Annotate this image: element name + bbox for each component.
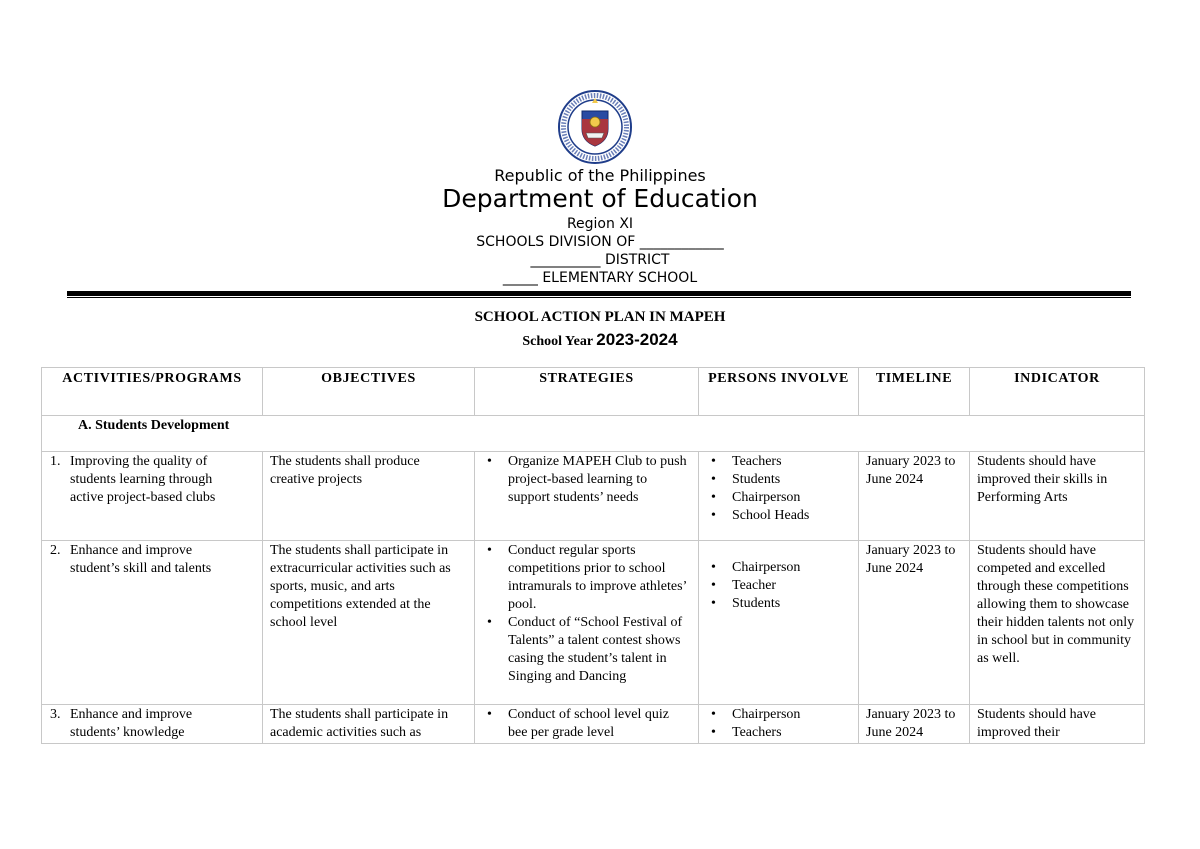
column-header: OBJECTIVES: [263, 368, 475, 416]
strategies-cell: [475, 541, 699, 705]
persons-cell: [699, 452, 859, 541]
objective-cell: The students shall produce creative projects: [263, 452, 475, 541]
person-item: • Teacher: [706, 577, 851, 595]
row-number: 1.: [50, 454, 61, 469]
column-header: TIMELINE: [859, 368, 970, 416]
table-row: [42, 452, 1145, 541]
strategy-item: • Organize MAPEH Club to push project-based learning to support students’ needs: [482, 453, 691, 507]
indicator-cell: Students should have improved their: [970, 705, 1145, 744]
activity-text: Enhance and improve students’ knowledge: [70, 707, 193, 740]
deped-seal-logo: [555, 89, 635, 165]
school-year-value: 2023-2024: [596, 330, 678, 349]
objective-cell: The students shall participate in academic activities such as: [263, 705, 475, 744]
activity-text: Enhance and improve student’s skill and talents: [70, 543, 212, 576]
school-heading: _____ ELEMENTARY SCHOOL: [502, 270, 698, 286]
section-title: A. Students Development: [78, 418, 230, 433]
person-item: • Students: [706, 595, 851, 613]
school-year-label: School Year: [522, 334, 593, 349]
person-item: • Chairperson: [706, 559, 851, 577]
strategies-cell: [475, 452, 699, 541]
person-item: • Students: [706, 471, 851, 489]
strategy-item: • Conduct of school level quiz bee per grade level: [482, 706, 691, 742]
header-divider: [67, 291, 1131, 296]
strategy-item: • Conduct regular sports competitions prior to school intramurals to improve athletes’ pool.: [482, 542, 691, 614]
persons-cell: [699, 705, 859, 744]
activity-text: Improving the quality of students learning through active project-based clubs: [70, 454, 216, 505]
column-header: ACTIVITIES/PROGRAMS: [42, 368, 263, 416]
column-header: INDICATOR: [970, 368, 1145, 416]
division-heading: SCHOOLS DIVISION OF ____________: [476, 234, 724, 250]
activity-cell: [42, 541, 263, 705]
table-row: [42, 705, 1145, 744]
person-item: • School Heads: [706, 507, 851, 525]
indicator-cell: Students should have competed and excelled through these competitions allowing them to showcase their hidden talents not only in school but in community as well.: [970, 541, 1145, 705]
person-item: • Teachers: [706, 724, 851, 742]
indicator-cell: Students should have improved their skills in Performing Arts: [970, 452, 1145, 541]
strategies-cell: [475, 705, 699, 744]
row-number: 2.: [50, 543, 61, 558]
header-divider-thin: [67, 297, 1131, 298]
strategy-item: • Conduct of “School Festival of Talents” a talent contest shows casing the student’s talent in Singing and Dancing: [482, 614, 691, 686]
school-year: [0, 330, 1200, 350]
objective-cell: The students shall participate in extracurricular activities such as sports, music, and arts competitions extended at the school level: [263, 541, 475, 705]
region-heading: Region XI: [566, 216, 634, 232]
timeline-cell: January 2023 to June 2024: [859, 541, 970, 705]
column-header: STRATEGIES: [475, 368, 699, 416]
person-item: • Teachers: [706, 453, 851, 471]
table-header-row: [42, 368, 1145, 416]
district-heading: __________ DISTRICT: [530, 252, 670, 268]
person-item: • Chairperson: [706, 706, 851, 724]
action-plan-table: [41, 367, 1145, 744]
table-row: [42, 541, 1145, 705]
republic-heading: Republic of the Philippines: [494, 166, 706, 185]
document-title: SCHOOL ACTION PLAN IN MAPEH: [474, 309, 726, 325]
row-number: 3.: [50, 707, 61, 722]
person-item: • Chairperson: [706, 489, 851, 507]
activity-cell: [42, 705, 263, 744]
timeline-cell: January 2023 to June 2024: [859, 705, 970, 744]
section-row: [42, 416, 1145, 452]
department-heading: Department of Education: [442, 184, 758, 213]
column-header: PERSONS INVOLVE: [699, 368, 859, 416]
persons-cell: [699, 541, 859, 705]
activity-cell: [42, 452, 263, 541]
timeline-cell: January 2023 to June 2024: [859, 452, 970, 541]
